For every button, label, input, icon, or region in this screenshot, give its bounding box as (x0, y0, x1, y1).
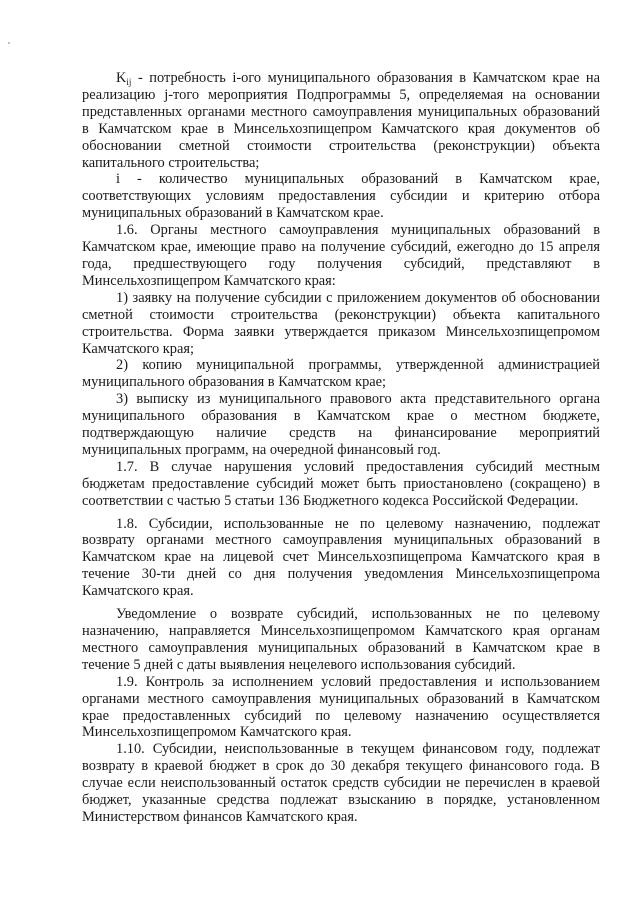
paragraph-1-6: 1.6. Органы местного самоуправления муниципальных образований в Камчатском крае, имеющие право на получение субсидий, ежегодно до 15 апреля года, предшествующего году получения субсидий, представляют в Минсельхозпищепром Камчатского края: (82, 222, 600, 289)
paragraph-1-6-item-1: 1) заявку на получение субсидии с приложением документов об обосновании сметной стоимости строительства (реконструкции) объекта капитального строительства. Форма заявки утверждается приказом Минсельхозпищепромом Камчатского края; (82, 289, 600, 357)
kij-definition-text: - потребность i-ого муниципального образования в Камчатском крае на реализацию j-того мероприятия Подпрограммы 5, определяемая на основании представленных органами местного самоуправления муниципальных образований в Камчатском крае в Минсельхозпищепром Камчатского края документов об обосновании сметной стоимости строительства (реконструкции) объекта капитального строительства; (82, 70, 600, 171)
paragraph-1-9: 1.9. Контроль за исполнением условий предоставления и использованием органами местного самоуправления муниципальных образований в Камчатском крае предоставленных субсидий по целевому назначению осуществляется Минсельхозпищепромом Камчатского края. (82, 673, 600, 741)
paragraph-1-6-item-3: 3) выписку из муниципального правового акта представительного органа муниципального образования в Камчатском крае о местном бюджете, подтверждающую наличие средств на финансирование мероприятий муниципальных программ, на очередной финансовый год. (82, 391, 600, 458)
paragraph-notice: Уведомление о возврате субсидий, использованных не по целевому назначению, направляется Минсельхозпищепромом Камчатского края органам местного самоуправления муниципальных образований в Камчатском крае в течение 5 дней с даты выявления нецелевого использования субсидий. (82, 606, 600, 673)
kij-symbol: K (116, 70, 127, 86)
paragraph-i-definition: i - количество муниципальных образований в Камчатском крае, соответствующих условиям предоставления субсидии и критерию отбора муниципальных образований в Камчатском крае. (82, 171, 600, 222)
paragraph-1-10: 1.10. Субсидии, неиспользованные в текущем финансовом году, подлежат возврату в краевой бюджет в срок до 30 декабря текущего финансового года. В случае если неиспользованный остаток средств субсидии не перечислен в краевой бюджет, указанные средства подлежат взысканию в порядке, установленном Министерством финансов Камчатского края. (82, 741, 600, 825)
kij-subscript: ij (126, 77, 132, 87)
paragraph-1-8: 1.8. Субсидии, использованные не по целевому назначению, подлежат возврату органами местного самоуправления муниципальных образований в Камчатском крае на лицевой счет Минсельхозпищепрома Камчатского края в течение 30-ти дней со дня получения уведомления Минсельхозпищепрома Камчатского края. (82, 515, 600, 600)
paragraph-1-6-item-2: 2) копию муниципальной программы, утвержденной администрацией муниципального образования в Камчатском крае; (82, 357, 600, 391)
scan-margin-mark (8, 42, 10, 44)
document-body (82, 70, 600, 826)
paragraph-kij-definition (82, 70, 600, 171)
paragraph-1-7: 1.7. В случае нарушения условий предоставления субсидий местным бюджетам предоставление субсидий может быть приостановлено (сокращено) в соответствии с частью 5 статьи 136 Бюджетного кодекса Российской Федерации. (82, 458, 600, 509)
